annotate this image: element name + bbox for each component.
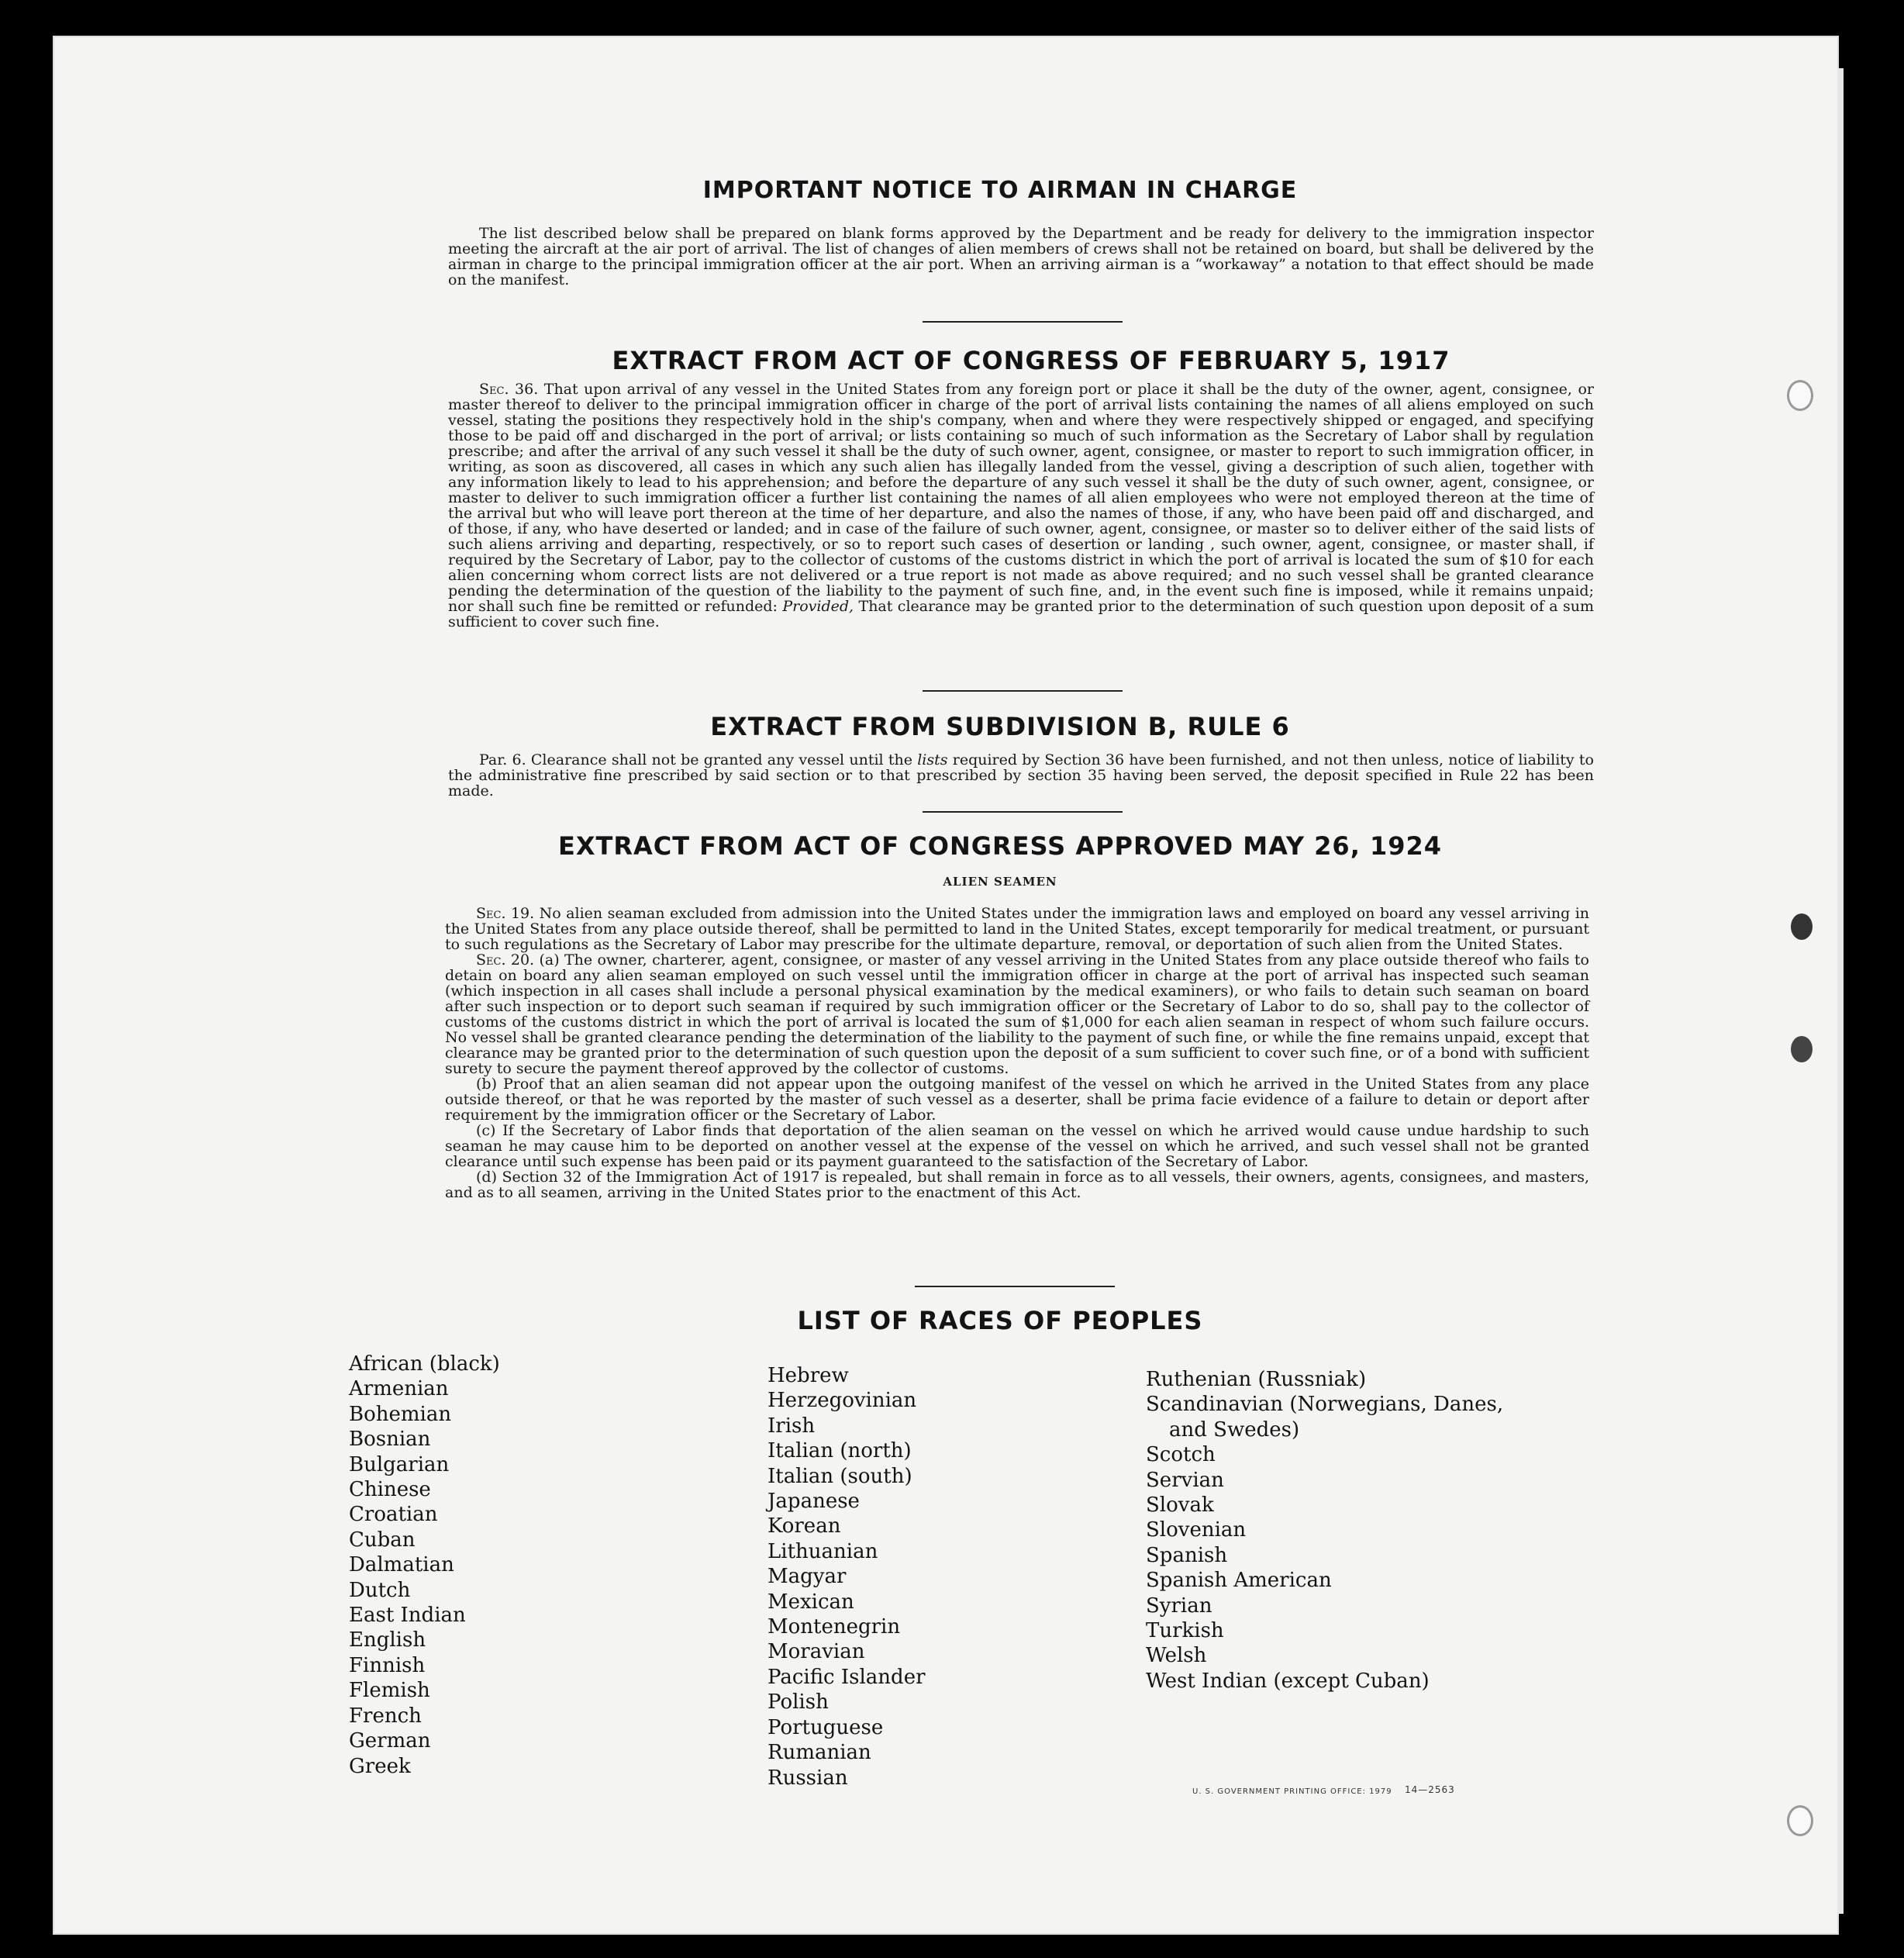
form-number: 14—2563	[1405, 1784, 1455, 1795]
race-item: Syrian	[1146, 1594, 1212, 1618]
race-item: Bulgarian	[349, 1452, 450, 1476]
race-item: Russian	[767, 1766, 848, 1790]
sec-20b: (b) Proof that an alien seaman did not appear upon the outgoing manifest of the vessel on which he arrived in the United States from any place outside thereof, or that he was reported by the master of such vessel as a deserter, shall be prima facie evidence of a failure to detain or deport after requirement by the immigration officer or the Secretary of Labor.	[445, 1076, 1589, 1124]
race-item: Turkish	[1146, 1619, 1224, 1643]
race-item: Hebrew	[767, 1364, 849, 1387]
race-item: Montenegrin	[767, 1615, 901, 1639]
race-item: Japanese	[767, 1490, 860, 1514]
race-item: Italian (south)	[767, 1464, 912, 1488]
race-item: English	[349, 1628, 426, 1652]
race-item: Slovak	[1146, 1494, 1214, 1518]
section-divider	[923, 690, 1123, 692]
race-item: Mexican	[767, 1590, 854, 1614]
rule-6-title: EXTRACT FROM SUBDIVISION B, RULE 6	[710, 712, 1290, 741]
race-item: Scotch	[1146, 1443, 1216, 1467]
alien-seamen-subtitle: ALIEN SEAMEN	[943, 875, 1057, 889]
sec-20a-text: (a) The owner, charterer, agent, consignee, or master of any vessel arriving in the United States from any place outside thereof who fails to detain on board any alien seaman employed on such vessel until the immigration officer in charge at the port of arrival has inspected such seaman (which inspection in all cases shall include a personal physical examination by the medical examiners), or who fails to detain such seaman on board after such inspection or to deport such seaman if required by such immigration officer or the Secretary of Labor to do so, shall pay to the collector of customs of the customs district in which the port of arrival is located the sum of $1,000 for each alien seaman in respect of whom such failure occurs. No vessel shall be granted clearance pending the determination of the liability to the payment of such fine, or while the fine remains unpaid, except that clearance may be granted prior to the determination of such question upon the deposit of a sum sufficient to cover such fine, or of a bond with sufficient surety to secure the payment thereof approved by the collector of customs.	[445, 951, 1589, 1077]
race-item: Spanish	[1146, 1543, 1228, 1567]
notice-body: The list described below shall be prepared on blank forms approved by the Department and be ready for delivery to the immigration inspector meeting the aircraft at the air port of arrival. The list of changes of alien members of crews shall not be retained on board, but shall be delivered by the airman in charge to the principal immigration officer at the air port. When an arriving airman is a “workaway” a notation to that effect should be made on the manifest.	[448, 225, 1594, 288]
race-item: Welsh	[1146, 1644, 1207, 1668]
sec-20c: (c) If the Secretary of Labor finds that deportation of the alien seaman on the vessel on which he arrived would cause undue hardship to such seaman he may cause him to be deported on another vessel at the expense of the vessel on which he arrived, and such vessel shall not be granted clearance until such expense has been paid or its payment guaranteed to the satisfaction of the Secretary of Labor.	[445, 1122, 1589, 1170]
race-item: Portuguese	[767, 1715, 884, 1739]
race-item: Irish	[767, 1414, 816, 1438]
race-item: Greek	[349, 1754, 411, 1778]
sec-36-text: That upon arrival of any vessel in the United States from any foreign port or place it shall be the duty of the owner, agent, consignee, or master thereof to deliver to the principal immigration officer in charge of the port of arrival lists containing the names of all aliens employed on such vessel, stating the positions they respectively hold in the ship's company, when and where they were respectively shipped or engaged, and specifying those to be paid off and discharged in the port of arrival; or lists containing so much of such information as the Secretary of Labor shall by regulation prescribe; and after the arrival of any such vessel it shall be the duty of such owner, agent, consignee, or master to report to such immigration officer, in writing, as soon as discovered, all cases in which any such alien has illegally landed from the vessel, giving a description of such alien, together with any information likely to lead to his apprehension; and before the departure of any such vessel it shall be the duty of such owner, agent, consignee, or master to deliver to such immigration officer a further list containing the names of all alien employees who were not employed thereon at the time of the arrival but who will leave port thereon at the time of her departure, and also the names of those, if any, who have been paid off and discharged, and of those, if any, who have deserted or landed; and in case of the failure of such owner, agent, consignee, or master so to deliver either of the said lists of such aliens arriving and departing, respectively, or so to report such cases of desertion or landing , such owner, agent, consignee, or master shall, if required by the Secretary of Labor, pay to the collector of customs of the customs district in which the port of arrival is located the sum of $10 for each alien concerning whom correct lists are not delivered or a true report is not made as above required; and no such vessel shall be granted clearance pending the determination of the question of the liability to the payment of such fine, and, in the event such fine is imposed, while it remains unpaid; nor shall such fine be remitted or refunded:	[448, 381, 1594, 615]
provided-word: Provided,	[782, 598, 854, 615]
race-item: Bohemian	[349, 1402, 452, 1426]
races-column-1	[349, 1352, 500, 1779]
race-item: Chinese	[349, 1478, 431, 1502]
races-title: LIST OF RACES OF PEOPLES	[797, 1306, 1203, 1335]
race-item: Korean	[767, 1514, 841, 1538]
race-item: Flemish	[349, 1679, 430, 1703]
act-1917-title: EXTRACT FROM ACT OF CONGRESS OF FEBRUARY 5, 1917	[612, 346, 1450, 375]
race-item: West Indian (except Cuban)	[1146, 1669, 1430, 1693]
race-item: Herzegovinian	[767, 1389, 917, 1413]
sec-20-label: Sec. 20.	[476, 951, 535, 969]
race-item: Slovenian	[1146, 1518, 1247, 1542]
sec-19-text: No alien seaman excluded from admission into the United States under the immigration laws and employed on board any vessel arriving in the United States from any place outside thereof, shall be permitted to land in the United States, except temporarily for medical treatment, or pursuant to such regulations as the Secretary of Labor may prescribe for the ultimate departure, removal, or deportation of such alien from the United States.	[445, 905, 1590, 953]
act-1924-body	[445, 906, 1589, 1200]
race-item: Servian	[1146, 1468, 1224, 1492]
race-item: African (black)	[349, 1352, 500, 1376]
punch-hole	[1791, 1036, 1813, 1062]
race-item: Polish	[767, 1690, 829, 1715]
lists-word: lists	[917, 751, 948, 768]
race-item: Pacific Islander	[767, 1665, 926, 1689]
section-divider	[923, 321, 1123, 323]
race-item: Dalmatian	[349, 1553, 454, 1577]
race-item: Croatian	[349, 1503, 438, 1527]
sec-19	[445, 906, 1589, 952]
race-item: Scandinavian (Norwegians, Danes,	[1146, 1393, 1504, 1417]
printer-imprint: U. S. GOVERNMENT PRINTING OFFICE: 1979	[1192, 1787, 1392, 1796]
section-divider	[915, 1286, 1115, 1287]
sec-20a	[445, 952, 1589, 1076]
document-page	[54, 37, 1837, 1933]
race-item: Rumanian	[767, 1741, 871, 1765]
punch-hole	[1791, 913, 1813, 940]
act-1924-title: EXTRACT FROM ACT OF CONGRESS APPROVED MAY 26, 1924	[557, 831, 1443, 861]
race-item: Ruthenian (Russniak)	[1146, 1368, 1367, 1391]
race-item: Armenian	[349, 1377, 449, 1401]
punch-hole	[1787, 380, 1813, 411]
punch-hole	[1787, 1805, 1813, 1836]
race-item: Italian (north)	[767, 1439, 912, 1463]
race-item: Magyar	[767, 1565, 847, 1589]
sec-36-text-end: That clearance may be granted prior to the determination of such question upon deposit of a sum sufficient to cover such fine.	[448, 598, 1595, 630]
notice-title: IMPORTANT NOTICE TO AIRMAN IN CHARGE	[702, 177, 1298, 204]
race-item: Lithuanian	[767, 1539, 878, 1563]
race-item: Bosnian	[349, 1428, 431, 1452]
race-item: East Indian	[349, 1604, 466, 1628]
races-column-3	[1146, 1367, 1503, 1694]
race-item: Moravian	[767, 1640, 865, 1664]
sec-36-label: Sec. 36.	[479, 381, 539, 398]
rule-6-text-end: required by Section 36 have been furnished, and not then unless, notice of liability to the administrative fine prescribed by said section or to that prescribed by section 35 having been served, the deposit specified in Rule 22 has been made.	[448, 751, 1594, 799]
race-item: and Swedes)	[1169, 1418, 1300, 1442]
section-divider	[923, 811, 1123, 813]
page-edge	[1837, 68, 1844, 1914]
races-column-2	[767, 1363, 926, 1791]
sec-19-label: Sec. 19.	[476, 905, 535, 922]
race-item: Cuban	[349, 1528, 416, 1552]
race-item: Dutch	[349, 1578, 411, 1602]
race-item: Spanish American	[1146, 1569, 1332, 1593]
race-item: Finnish	[349, 1653, 426, 1677]
act-1917-sec-36	[448, 382, 1594, 630]
race-item: German	[349, 1729, 431, 1753]
race-item: French	[349, 1704, 422, 1728]
rule-6-body	[448, 752, 1594, 799]
sec-20d: (d) Section 32 of the Immigration Act of 1917 is repealed, but shall remain in force as to all vessels, their owners, agents, consignees, and masters, and as to all seamen, arriving in the United States prior to the enactment of this Act.	[445, 1169, 1589, 1201]
rule-6-text: Par. 6. Clearance shall not be granted any vessel until the	[479, 751, 912, 768]
